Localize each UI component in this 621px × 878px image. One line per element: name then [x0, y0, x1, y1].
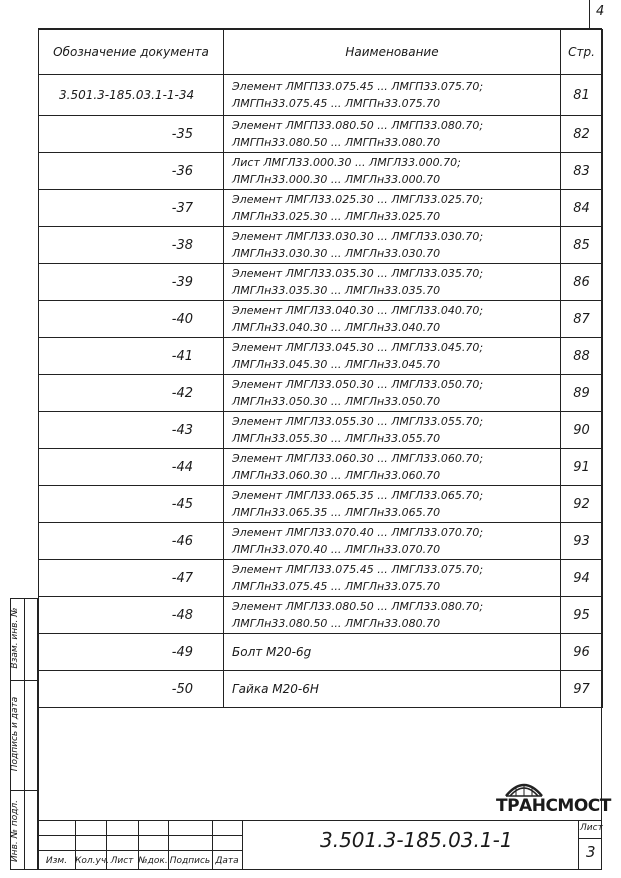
- header-designation: Обозначение документа: [39, 30, 224, 75]
- row-designation: -36: [39, 153, 224, 190]
- row-designation: -43: [39, 412, 224, 449]
- row-name-line-2: ЛМГЛн33.075.45 ... ЛМГЛн33.075.70: [232, 580, 441, 593]
- sheet-box-line: [578, 838, 602, 839]
- table-row: [39, 227, 603, 264]
- row-name: [224, 449, 561, 486]
- table-header-row: [39, 30, 603, 75]
- row-name: [224, 634, 561, 671]
- side-stamp-inv-original: Инв. № подл.: [10, 799, 20, 863]
- row-name: [224, 301, 561, 338]
- corner-divider: [589, 0, 590, 28]
- row-name-line-1: Элемент ЛМГП33.075.45 ... ЛМГП33.075.70;: [232, 80, 484, 93]
- row-name-line-1: Элемент ЛМГЛ33.055.30 ... ЛМГЛ33.055.70;: [232, 415, 484, 428]
- row-name-line-1: Элемент ЛМГЛ33.040.30 ... ЛМГЛ33.040.70;: [232, 304, 484, 317]
- row-name-line-1: Элемент ЛМГЛ33.080.50 ... ЛМГЛ33.080.70;: [232, 600, 484, 613]
- row-designation: -39: [39, 264, 224, 301]
- row-page: 97: [561, 671, 603, 708]
- row-name-line-2: ЛМГЛн33.000.30 ... ЛМГЛн33.000.70: [232, 173, 441, 186]
- bridge-icon: [504, 776, 544, 798]
- revision-grid-header: Лист: [110, 856, 134, 866]
- row-page: 86: [561, 264, 603, 301]
- row-name-line-1: Гайка М20-6H: [232, 681, 319, 696]
- side-stamp-divider: [24, 598, 25, 870]
- row-designation: -35: [39, 116, 224, 153]
- row-page: 85: [561, 227, 603, 264]
- document-number: 3.501.3-185.03.1-1: [320, 828, 513, 852]
- row-name-line-2: ЛМГЛн33.080.50 ... ЛМГЛн33.080.70: [232, 617, 441, 630]
- row-name-line-1: Элемент ЛМГЛ33.075.45 ... ЛМГЛ33.075.70;: [232, 563, 484, 576]
- row-name-line-1: Элемент ЛМГЛ33.035.30 ... ЛМГЛ33.035.70;: [232, 267, 484, 280]
- sheet-label: Лист: [580, 823, 603, 833]
- row-page: 87: [561, 301, 603, 338]
- row-designation: -42: [39, 375, 224, 412]
- row-designation: -50: [39, 671, 224, 708]
- title-block-divider: [242, 820, 243, 870]
- row-name: [224, 412, 561, 449]
- row-page: 84: [561, 190, 603, 227]
- row-name: [224, 560, 561, 597]
- table-row: [39, 190, 603, 227]
- logo-text: ТРАНСМОСТ: [496, 796, 611, 816]
- row-name: [224, 375, 561, 412]
- row-designation: -37: [39, 190, 224, 227]
- table-row: [39, 449, 603, 486]
- revision-grid-header: Подпись: [169, 856, 211, 866]
- row-name-line-1: Элемент ЛМГЛ33.070.40 ... ЛМГЛ33.070.70;: [232, 526, 484, 539]
- table-row: [39, 153, 603, 190]
- side-stamp-signature-date: Подпись и дата: [10, 696, 20, 772]
- row-name: [224, 597, 561, 634]
- contents-table: [38, 29, 603, 708]
- row-designation: -46: [39, 523, 224, 560]
- row-page: 83: [561, 153, 603, 190]
- row-name-line-1: Болт М20-6g: [232, 644, 312, 659]
- row-designation: -47: [39, 560, 224, 597]
- table-row: [39, 560, 603, 597]
- table-row: [39, 486, 603, 523]
- row-name-line-2: ЛМГЛн33.055.30 ... ЛМГЛн33.055.70: [232, 432, 441, 445]
- row-designation: -48: [39, 597, 224, 634]
- revision-grid-header: Кол.уч.: [75, 856, 110, 866]
- row-name-line-1: Элемент ЛМГЛ33.045.30 ... ЛМГЛ33.045.70;: [232, 341, 484, 354]
- row-name-line-1: Элемент ЛМГЛ33.065.35 ... ЛМГЛ33.065.70;: [232, 489, 484, 502]
- row-name: [224, 75, 561, 116]
- row-name-line-2: ЛМГЛн33.025.30 ... ЛМГЛн33.025.70: [232, 210, 441, 223]
- row-name: [224, 190, 561, 227]
- row-name-line-1: Элемент ЛМГЛ33.060.30 ... ЛМГЛ33.060.70;: [232, 452, 484, 465]
- row-page: 91: [561, 449, 603, 486]
- table-row: [39, 264, 603, 301]
- row-name-line-1: Элемент ЛМГЛ33.030.30 ... ЛМГЛ33.030.70;: [232, 230, 484, 243]
- header-page: Стр.: [561, 30, 603, 75]
- row-name-line-1: Лист ЛМГЛ33.000.30 ... ЛМГЛ33.000.70;: [232, 156, 461, 169]
- row-name: [224, 486, 561, 523]
- row-page: 96: [561, 634, 603, 671]
- title-block-top-line: [38, 820, 602, 821]
- sheet-number: 3: [586, 843, 596, 861]
- row-name-line-2: ЛМГПн33.080.50 ... ЛМГПн33.080.70: [232, 136, 441, 149]
- row-name-line-2: ЛМГЛн33.065.35 ... ЛМГЛн33.065.70: [232, 506, 441, 519]
- row-name-line-2: ЛМГПн33.075.45 ... ЛМГПн33.075.70: [232, 97, 441, 110]
- corner-page-number: 4: [596, 4, 605, 19]
- table-row: [39, 301, 603, 338]
- row-designation: 3.501.3-185.03.1-1-34: [39, 75, 224, 116]
- row-name-line-2: ЛМГЛн33.035.30 ... ЛМГЛн33.035.70: [232, 284, 441, 297]
- row-name-line-2: ЛМГЛн33.050.30 ... ЛМГЛн33.050.70: [232, 395, 441, 408]
- row-name: [224, 671, 561, 708]
- revision-grid-header: Изм.: [45, 856, 68, 866]
- table-row: [39, 671, 603, 708]
- row-page: 82: [561, 116, 603, 153]
- row-name: [224, 264, 561, 301]
- table-row: [39, 375, 603, 412]
- row-page: 88: [561, 338, 603, 375]
- row-designation: -44: [39, 449, 224, 486]
- row-designation: -49: [39, 634, 224, 671]
- row-name: [224, 116, 561, 153]
- row-name: [224, 227, 561, 264]
- revision-grid-row-line: [38, 835, 242, 836]
- row-designation: -40: [39, 301, 224, 338]
- table-row: [39, 75, 603, 116]
- company-logo: [496, 776, 611, 816]
- row-page: 90: [561, 412, 603, 449]
- row-name: [224, 338, 561, 375]
- row-page: 94: [561, 560, 603, 597]
- row-name-line-2: ЛМГЛн33.045.30 ... ЛМГЛн33.045.70: [232, 358, 441, 371]
- row-name-line-2: ЛМГЛн33.030.30 ... ЛМГЛн33.030.70: [232, 247, 441, 260]
- row-name: [224, 523, 561, 560]
- side-stamp-inv-replaced: Взам. инв. №: [10, 607, 20, 669]
- table-row: [39, 412, 603, 449]
- row-page: 81: [561, 75, 603, 116]
- sheet-box-divider: [578, 820, 579, 870]
- row-designation: -41: [39, 338, 224, 375]
- row-name: [224, 153, 561, 190]
- row-page: 92: [561, 486, 603, 523]
- revision-grid-header: Дата: [215, 856, 239, 866]
- row-name-line-2: ЛМГЛн33.040.30 ... ЛМГЛн33.040.70: [232, 321, 441, 334]
- table-body: [39, 75, 603, 708]
- table-row: [39, 338, 603, 375]
- row-name-line-1: Элемент ЛМГП33.080.50 ... ЛМГП33.080.70;: [232, 119, 484, 132]
- row-name-line-2: ЛМГЛн33.070.40 ... ЛМГЛн33.070.70: [232, 543, 441, 556]
- revision-grid-header: №док.: [138, 856, 168, 866]
- table-row: [39, 597, 603, 634]
- row-name-line-2: ЛМГЛн33.060.30 ... ЛМГЛн33.060.70: [232, 469, 441, 482]
- row-page: 89: [561, 375, 603, 412]
- row-designation: -45: [39, 486, 224, 523]
- row-page: 95: [561, 597, 603, 634]
- table-row: [39, 523, 603, 560]
- header-name: Наименование: [224, 30, 561, 75]
- table-row: [39, 634, 603, 671]
- table-row: [39, 116, 603, 153]
- row-page: 93: [561, 523, 603, 560]
- revision-grid-row-line: [38, 850, 242, 851]
- row-name-line-1: Элемент ЛМГЛ33.025.30 ... ЛМГЛ33.025.70;: [232, 193, 484, 206]
- row-name-line-1: Элемент ЛМГЛ33.050.30 ... ЛМГЛ33.050.70;: [232, 378, 484, 391]
- row-designation: -38: [39, 227, 224, 264]
